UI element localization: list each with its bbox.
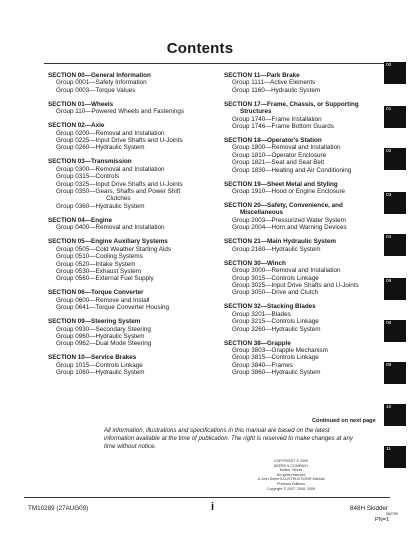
section-tab[interactable] [384, 106, 406, 128]
section-title[interactable]: SECTION 03—Transmission [48, 158, 132, 166]
toc-section [224, 101, 390, 131]
section-tab[interactable] [384, 320, 406, 342]
group-entry[interactable]: Group 0001—Safety Information [56, 79, 147, 87]
section-tab[interactable] [384, 148, 406, 170]
group-entry[interactable]: Group 110—Powered Wheels and Fastenings [56, 108, 184, 116]
title-rule [44, 63, 390, 64]
page-title: Contents [166, 40, 234, 57]
group-entry[interactable]: Group 1821—Seat and Seat Belt [232, 159, 325, 167]
group-entry[interactable]: Group 3260—Hydraulic System [232, 325, 321, 333]
section-tab-label: 11 [386, 447, 391, 452]
section-title[interactable]: SECTION 32—Stacking Blades [224, 303, 316, 311]
section-title[interactable]: SECTION 05—Engine Auxiliary Systems [48, 238, 168, 246]
publication-notice: All information, illustrations and specifications in this manual are based on the latest information available at the time of publication. The right is reserved to make changes at any time without notice. [104, 427, 353, 451]
group-entry[interactable]: Group 1111—Active Elements [232, 79, 316, 87]
section-title[interactable]: SECTION 09—Steering System [48, 318, 141, 326]
toc-section [224, 260, 390, 297]
section-title[interactable]: SECTION 02—Axle [48, 122, 105, 130]
copyright-line: A John Deere ILLUSTRUCTION® Manual [257, 477, 325, 482]
section-title[interactable]: SECTION 10—Service Brakes [48, 354, 137, 362]
section-tab[interactable] [384, 446, 406, 468]
group-entry[interactable]: Group 0300—Removal and Installation [56, 165, 165, 173]
section-title-continuation: Miscellaneous [240, 209, 284, 217]
section-tab[interactable] [384, 362, 406, 384]
page-number: i [211, 501, 215, 513]
toc-section [224, 238, 390, 253]
section-title-continuation: Structures [240, 108, 272, 116]
section-tab-label: 09 [386, 363, 392, 368]
group-entry[interactable]: Group 1015—Controls Linkage [56, 361, 143, 369]
footer-rule [24, 497, 390, 498]
section-tab-label: 05 [386, 279, 392, 284]
toc-section [224, 303, 390, 333]
group-entry[interactable]: Group 2004—Horn and Warning Devices [232, 224, 347, 232]
toc-section [48, 158, 216, 210]
machine-name: 848H Skidder [350, 505, 389, 512]
section-title[interactable] [224, 101, 390, 116]
group-entry[interactable]: Group 0641—Torque Converter Housing [56, 304, 170, 312]
section-tab[interactable] [384, 62, 406, 84]
group-entry[interactable]: Group 3201—Blades [232, 310, 291, 318]
group-entry-continuation: Clutches [106, 195, 131, 203]
group-entry[interactable]: Group 0530—Exhaust System [56, 267, 142, 275]
manual-code: TM10289 (27AUG09) [28, 505, 89, 512]
group-entry[interactable]: Group 3000—Removal and Installation [232, 267, 341, 275]
section-title-text: SECTION 17—Frame, Chassis, or Supporting [224, 100, 359, 108]
group-entry[interactable]: Group 0560—External Fuel Supply [56, 275, 154, 283]
group-entry[interactable]: Group 1060—Hydraulic System [56, 369, 145, 377]
group-entry[interactable]: Group 0200—Removal and Installation [56, 129, 165, 137]
group-entry[interactable]: Group 3050—Drive and Clutch [232, 289, 319, 297]
toc-section [224, 137, 390, 174]
group-entry[interactable]: Group 0325—Input Drive Shafts and U-Joints [56, 180, 183, 188]
group-entry[interactable]: Group 0960—Hydraulic System [56, 332, 145, 340]
group-entry[interactable]: Group 2160—Hydraulic System [232, 245, 321, 253]
toc-section [48, 72, 216, 94]
group-entry[interactable]: Group 0930—Secondary Steering [56, 325, 151, 333]
group-entry[interactable]: Group 2003—Pressurized Water System [232, 216, 346, 224]
section-title[interactable]: SECTION 01—Wheels [48, 100, 114, 108]
group-entry[interactable]: Group 1810—Operator Enclosure [232, 151, 327, 159]
toc-section [48, 318, 216, 348]
section-tab-label: 10 [386, 405, 392, 410]
toc-section [48, 101, 216, 116]
section-tab-label: 01 [386, 107, 392, 112]
group-entry[interactable]: Group 0360—Hydraulic System [56, 202, 145, 210]
group-entry[interactable]: Group 0315—Controls [56, 173, 120, 181]
section-title[interactable]: SECTION 18—Operator's Station [224, 137, 322, 145]
group-entry[interactable]: Group 1910—Hood or Engine Enclosure [232, 188, 346, 196]
section-title[interactable]: SECTION 04—Engine [48, 216, 113, 224]
copyright-line: Previous Editions [277, 481, 305, 486]
section-title[interactable]: SECTION 38—Grapple [224, 339, 291, 347]
section-tab[interactable] [384, 278, 406, 300]
group-entry[interactable]: Group 1160—Hydraulic System [232, 86, 321, 94]
page-id: PN=1 [375, 517, 390, 523]
section-tab[interactable] [384, 192, 406, 214]
left-contents-column [48, 72, 216, 383]
copyright-line: DEERE & COMPANY [273, 463, 309, 468]
group-entry[interactable]: Group 1746—Frame Bottom Guards [232, 123, 334, 131]
section-tab-label: 04 [386, 235, 392, 240]
group-entry[interactable]: Group 0520—Intake System [56, 260, 136, 268]
toc-section [224, 340, 390, 377]
copyright-line: COPYRIGHT © 2009 [274, 459, 308, 463]
group-entry[interactable]: Group 3860—Hydraulic System [232, 369, 321, 377]
section-title[interactable]: SECTION 00—General Information [48, 72, 151, 79]
toc-section [48, 238, 216, 282]
group-entry[interactable]: Group 3803—Grapple Mechanism [232, 346, 328, 354]
section-title[interactable]: SECTION 11—Park Brake [224, 72, 300, 79]
group-entry[interactable] [48, 188, 216, 203]
group-entry[interactable]: Group 3815—Controls Linkage [232, 354, 319, 362]
copyright-line: Moline, Illinois [279, 468, 303, 473]
toc-section [48, 217, 216, 232]
section-tab[interactable] [384, 404, 406, 426]
group-entry[interactable]: Group 3015—Controls Linkage [232, 274, 319, 282]
group-entry[interactable]: Group 0225—Input Drive Shafts and U-Joints [56, 137, 183, 145]
toc-section [224, 72, 390, 94]
right-contents-column [224, 72, 390, 383]
group-entry[interactable]: Group 1830—Heating and Air Conditioning [232, 166, 352, 174]
group-entry[interactable]: Group 0600—Remove and Install [56, 296, 150, 304]
toc-section [224, 202, 390, 232]
toc-section [48, 289, 216, 311]
toc-section [48, 354, 216, 376]
group-entry-text: Group 0350—Gears, Shafts and Power Shift [56, 188, 181, 196]
section-tab-label: 06 [386, 321, 392, 326]
section-tab-label: 00 [386, 63, 392, 68]
group-entry[interactable]: Group 0505—Cold Weather Starting Aids [56, 245, 172, 253]
section-title[interactable]: SECTION 21—Main Hydraulic System [224, 238, 336, 246]
group-entry[interactable]: Group 0003—Torque Values [56, 86, 136, 94]
toc-section [48, 122, 216, 152]
continued-note: Continued on next page [312, 418, 376, 424]
group-entry[interactable]: Group 0510—Cooling Systems [56, 253, 143, 261]
section-title[interactable]: SECTION 19—Sheet Metal and Styling [224, 180, 338, 188]
section-tab-label: 03 [386, 193, 392, 198]
section-title[interactable]: SECTION 06—Torque Converter [48, 289, 144, 297]
group-entry[interactable]: Group 0962—Dual Mode Steering [56, 340, 152, 348]
group-entry[interactable]: Group 3840—Frames [232, 361, 293, 369]
group-entry[interactable]: Group 1800—Removal and Installation [232, 144, 341, 152]
group-entry[interactable]: Group 3215—Controls Linkage [232, 318, 319, 326]
group-entry[interactable]: Group 1740—Frame Installation [232, 115, 322, 123]
section-title-text: SECTION 20—Safety, Convenience, and [224, 202, 343, 210]
group-entry[interactable]: Group 3025—Input Drive Shafts and U-Joints [232, 281, 359, 289]
section-tab[interactable] [384, 234, 406, 256]
print-code: 062709 [386, 512, 398, 516]
toc-section [224, 181, 390, 196]
copyright-block [246, 459, 336, 491]
copyright-line: Copyright © 2007, 2008, 2009 [266, 486, 315, 491]
group-entry[interactable]: Group 0400—Removal and Installation [56, 224, 165, 232]
copyright-line: All rights reserved [276, 472, 306, 477]
group-entry[interactable]: Group 0260—Hydraulic System [56, 144, 145, 152]
section-tab-label: 02 [386, 149, 392, 154]
section-title[interactable] [224, 202, 390, 217]
section-title[interactable]: SECTION 30—Winch [224, 259, 286, 267]
